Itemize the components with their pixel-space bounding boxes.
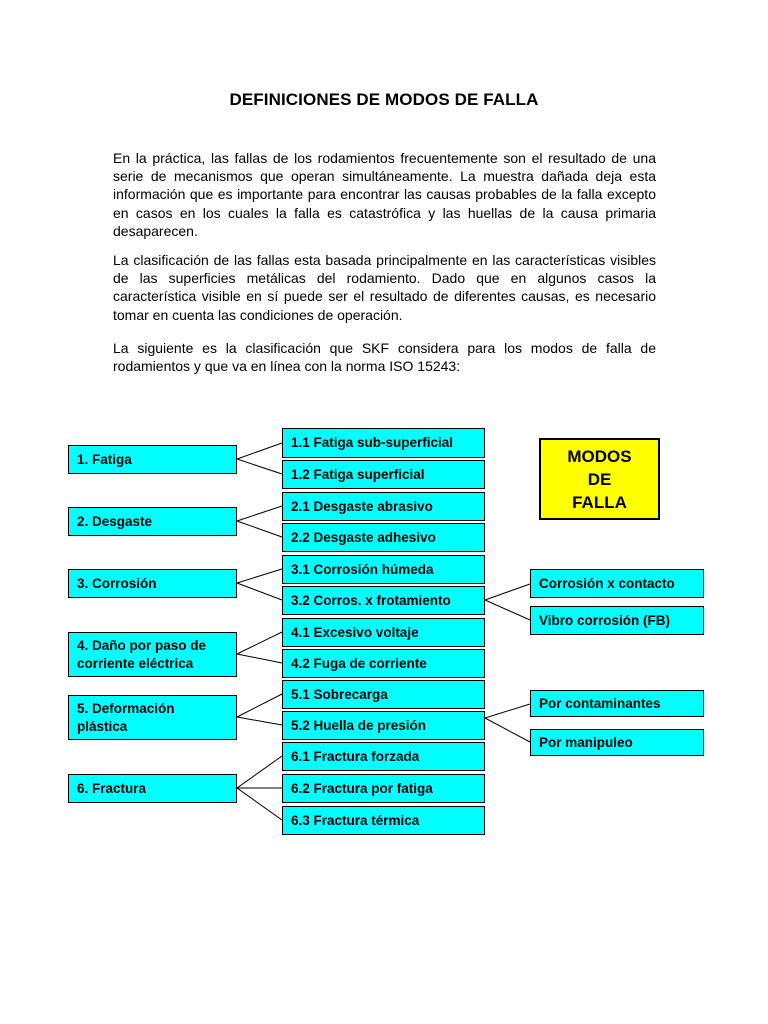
modos-de-falla-label (539, 438, 660, 520)
paragraph-classification: La clasificación de las fallas esta basada principalmente en las características visibles de las superficies metálicas del rodamiento. Dado que en algunos casos la característica visible en sí puede ser el resultado de diferentes causas, es necesario tomar en cuenta las condiciones de operación. (113, 252, 656, 323)
subcategory-5-2: 5.2 Huella de presión (282, 711, 485, 740)
detail-por-contaminantes: Por contaminantes (530, 690, 704, 717)
subcategory-5-1: 5.1 Sobrecarga (282, 680, 485, 709)
subcategory-3-1: 3.1 Corrosión húmeda (282, 555, 485, 584)
paragraph-intro: En la práctica, las fallas de los rodamientos frecuentemente son el resultado de una serie de mecanismos que operan simultáneamente. La muestra dañada deja esta información que es importante para encontrar las causas probables de la falla excepto en casos en los cuales la falla es catastrófica y las huellas de la causa primaria desaparecen. (113, 150, 656, 239)
category-fatiga: 1. Fatiga (68, 445, 237, 474)
category-corrosion: 3. Corrosión (68, 569, 237, 598)
subcategory-4-2: 4.2 Fuga de corriente (282, 649, 485, 678)
subcategory-6-3: 6.3 Fractura térmica (282, 806, 485, 835)
detail-corrosion-contacto: Corrosión x contacto (530, 569, 704, 598)
detail-por-manipuleo: Por manipuleo (530, 729, 704, 756)
subcategory-2-1: 2.1 Desgaste abrasivo (282, 492, 485, 521)
subcategory-1-1: 1.1 Fatiga sub-superficial (282, 428, 485, 458)
subcategory-4-1: 4.1 Excesivo voltaje (282, 618, 485, 647)
subcategory-2-2: 2.2 Desgaste adhesivo (282, 523, 485, 552)
paragraph-skf: La siguiente es la clasificación que SKF considera para los modos de falla de rodamientos y que va en línea con la norma ISO 15243: (113, 340, 656, 375)
legend-line-2: DE (587, 469, 612, 489)
category-deformacion: 5. Deformación plástica (68, 695, 237, 740)
subcategory-1-2: 1.2 Fatiga superficial (282, 460, 485, 489)
subcategory-6-2: 6.2 Fractura por fatiga (282, 774, 485, 803)
subcategory-6-1: 6.1 Fractura forzada (282, 742, 485, 771)
subcategory-3-2: 3.2 Corros. x frotamiento (282, 586, 485, 615)
category-desgaste: 2. Desgaste (68, 507, 237, 536)
legend-line-1: MODOS (567, 446, 632, 466)
page-title: DEFINICIONES DE MODOS DE FALLA (229, 90, 539, 109)
detail-vibro-corrosion: Vibro corrosión (FB) (530, 606, 704, 635)
legend-line-3: FALLA (572, 492, 627, 512)
category-fractura: 6. Fractura (68, 774, 237, 803)
category-dano-corriente: 4. Daño por paso de corriente eléctrica (68, 632, 237, 677)
